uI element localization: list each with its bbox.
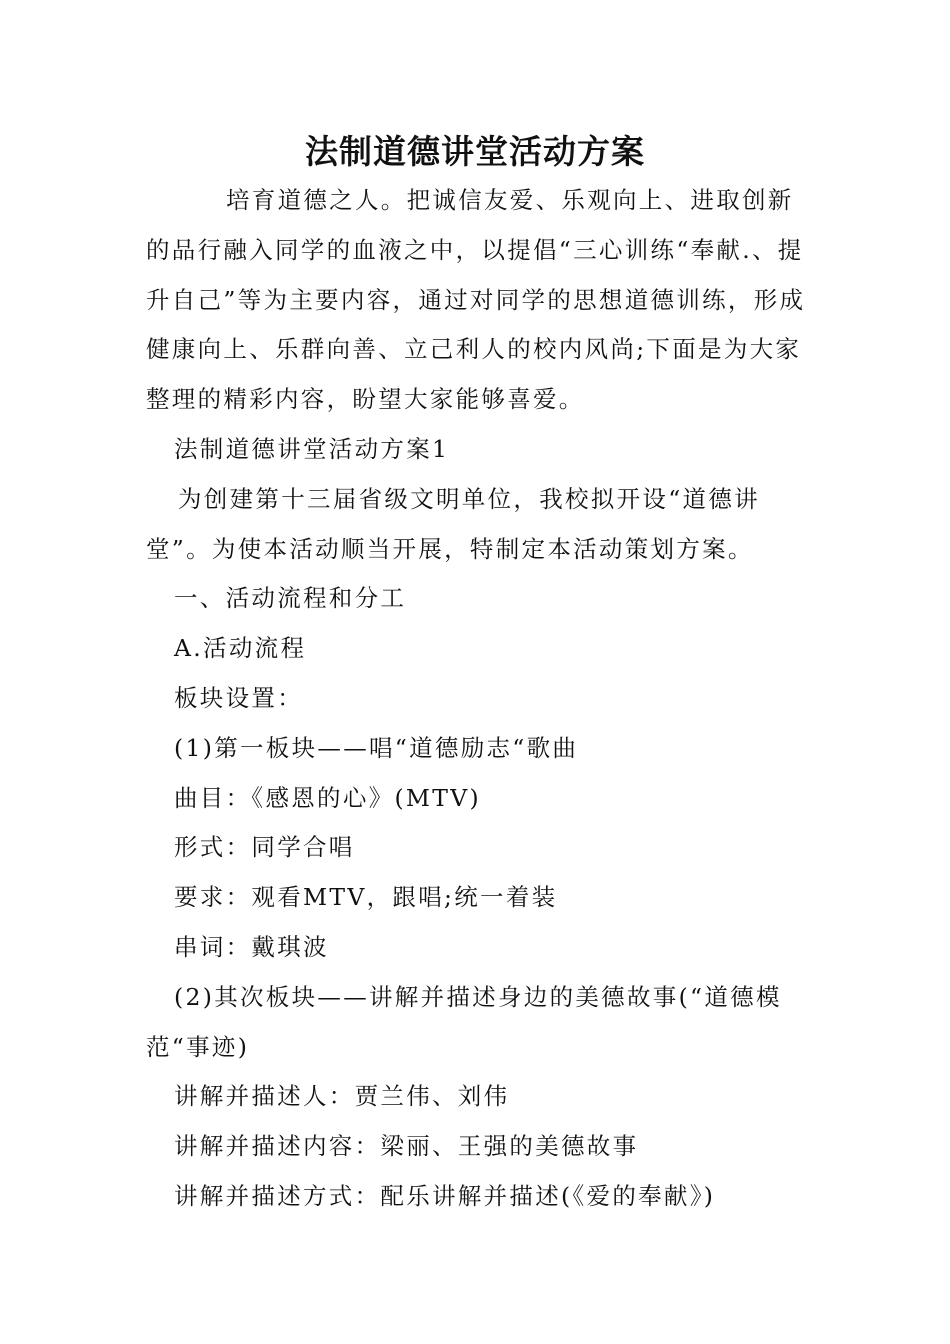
list-heading: 一、活动流程和分工 <box>174 584 407 613</box>
document-title: 法制道德讲堂活动方案 <box>305 132 645 171</box>
intro-paragraph: 培育道德之人。把诚信友爱、乐观向上、进取创新的品行融入同学的血液之中，以提倡“三心训练“奉献.、提升自己”等为主要内容，通过对同学的思想道德训练，形成健康向上、乐群向善、立己利人的校内风尚;下面是为大家整理的精彩内容，盼望大家能够喜爱。 <box>146 186 806 414</box>
list-item: 讲解并描述人：贾兰伟、刘伟 <box>174 1082 510 1111</box>
list-item: 形式：同学合唱 <box>174 833 355 862</box>
list-item: (1)第一板块——唱“道德励志“歌曲 <box>174 733 579 762</box>
list-item: (2)其次板块——讲解并描述身边的美德故事(“道德模范“事迹) <box>146 982 782 1061</box>
list-item: 串词：戴琪波 <box>174 932 329 961</box>
list-item: 讲解并描述内容：梁丽、王强的美德故事 <box>174 1132 639 1161</box>
list-item: 曲目：《感恩的心》(MTV) <box>174 783 481 812</box>
list-item: 讲解并描述方式：配乐讲解并描述(《爱的奉献》) <box>174 1181 716 1210</box>
list-item: 板块设置： <box>174 683 303 712</box>
list-item: 要求：观看MTV，跟唱;统一着装 <box>174 883 558 912</box>
document-body <box>146 176 810 1222</box>
section-heading: 法制道德讲堂活动方案1 <box>174 434 450 463</box>
body-paragraph: 为创建第十三届省级文明单位，我校拟开设“道德讲堂”。为使本活动顺当开展，特制定本活动策划方案。 <box>146 484 760 563</box>
list-item: A.活动流程 <box>174 634 307 663</box>
